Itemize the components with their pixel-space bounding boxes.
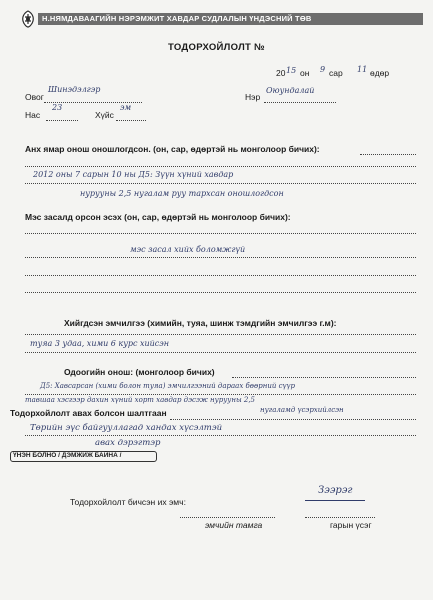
sex-label: Хүйс <box>95 110 114 120</box>
first-diagnosis-line-a <box>25 166 416 167</box>
institution-name: Н.НЯМДАВААГИЙН НЭРЭМЖИТ ХАВДАР СУДЛАЛЫН ҮНДЭСНИЙ ТӨВ <box>42 14 312 23</box>
name-label: Нэр <box>245 92 261 102</box>
age-value: 23 <box>52 103 63 112</box>
treatment-line-a <box>25 334 416 335</box>
surname-value: Шинэдэлгэр <box>48 85 101 94</box>
surgery-line-c <box>25 275 416 276</box>
doctor-signature: Зээрэг <box>318 485 353 496</box>
surgery-line-d <box>25 292 416 293</box>
reason-value-0: нугаламд үсэрхийлсэн <box>260 406 344 414</box>
signature-line <box>305 517 375 518</box>
first-diagnosis-line-b <box>25 183 416 184</box>
reason-label: Тодорхойлолт авах болсон шалтгаан <box>10 408 167 418</box>
seal-label: эмчийн тамга <box>205 520 263 530</box>
date-year: 15 <box>286 66 297 75</box>
signature-label: гарын үсэг <box>330 520 372 530</box>
current-diagnosis-value-2: тавшаа хэсгээр дахин хүний хорт хавдар дэсэж нурууны 2,5 <box>25 396 255 404</box>
surgery-label: Мэс засалд орсон эсэх (он, сар, өдөртэй нь монголоор бичих): <box>25 212 291 222</box>
written-by-label: Тодорхойлолт бичсэн их эмч: <box>70 497 186 507</box>
name-line <box>264 102 336 103</box>
first-diagnosis-value-1: 2012 оны 7 сарын 10 ны Д5: Зүүн хүний хавдар <box>33 170 234 179</box>
seal-line <box>180 517 275 518</box>
name-value: Оюундалай <box>266 86 315 95</box>
date-year-label: он <box>300 68 310 78</box>
surgery-line-a <box>25 233 416 234</box>
reason-line-b <box>25 435 416 436</box>
current-diagnosis-line-a <box>25 394 416 395</box>
institution-logo-icon <box>18 9 38 29</box>
date-day-label: өдөр <box>370 68 390 78</box>
treatment-line-b <box>25 352 416 353</box>
approval-box-text: ҮНЭН БОЛНО / ДЭМЖИЖ БАЙНА / <box>13 452 122 459</box>
current-diagnosis-label: Одоогийн онош: (монголоор бичих) <box>64 367 215 377</box>
reason-line-a <box>170 419 416 420</box>
first-diagnosis-label-line <box>360 154 416 155</box>
surgery-line-b <box>25 257 416 258</box>
surname-label: Овог <box>25 92 44 102</box>
sex-line <box>116 120 146 121</box>
reason-value-1: Төрийн эүс байгууллагад хандах хүсэлтэй <box>30 423 223 433</box>
first-diagnosis-label: Анх ямар онош оношлогдсон. (он, сар, өдөртэй нь монголоор бичих): <box>25 144 320 154</box>
current-diagnosis-label-line <box>232 377 416 378</box>
date-month: 9 <box>320 65 326 74</box>
sex-value: эм <box>120 103 132 112</box>
date-month-label: сар <box>329 68 343 78</box>
surgery-value: мэс засал хийх боломжгүй <box>130 245 246 254</box>
first-diagnosis-value-2: нурууны 2,5 нугалам руу тархсан оношлогдсон <box>80 189 284 198</box>
treatment-label: Хийгдсэн эмчилгээ (химийн, туяа, шинж тэмдгийн эмчилгээ г.м): <box>64 318 337 328</box>
age-line <box>46 120 78 121</box>
age-label: Нас <box>25 110 41 120</box>
date-year-prefix: 20 <box>276 68 286 78</box>
document-title: ТОДОРХОЙЛОЛТ № <box>168 42 265 53</box>
signature-stroke <box>305 500 365 501</box>
reason-value-2: авах дэрэгтэр <box>95 438 161 448</box>
treatment-value: туяа 3 удаа, хими 6 курс хийсэн <box>30 339 170 348</box>
date-day: 11 <box>357 65 368 74</box>
current-diagnosis-value-1: Д5: Хавсарсан (хими болон туяа) эмчилгээний дараах бөөрний сүүр <box>40 382 295 390</box>
